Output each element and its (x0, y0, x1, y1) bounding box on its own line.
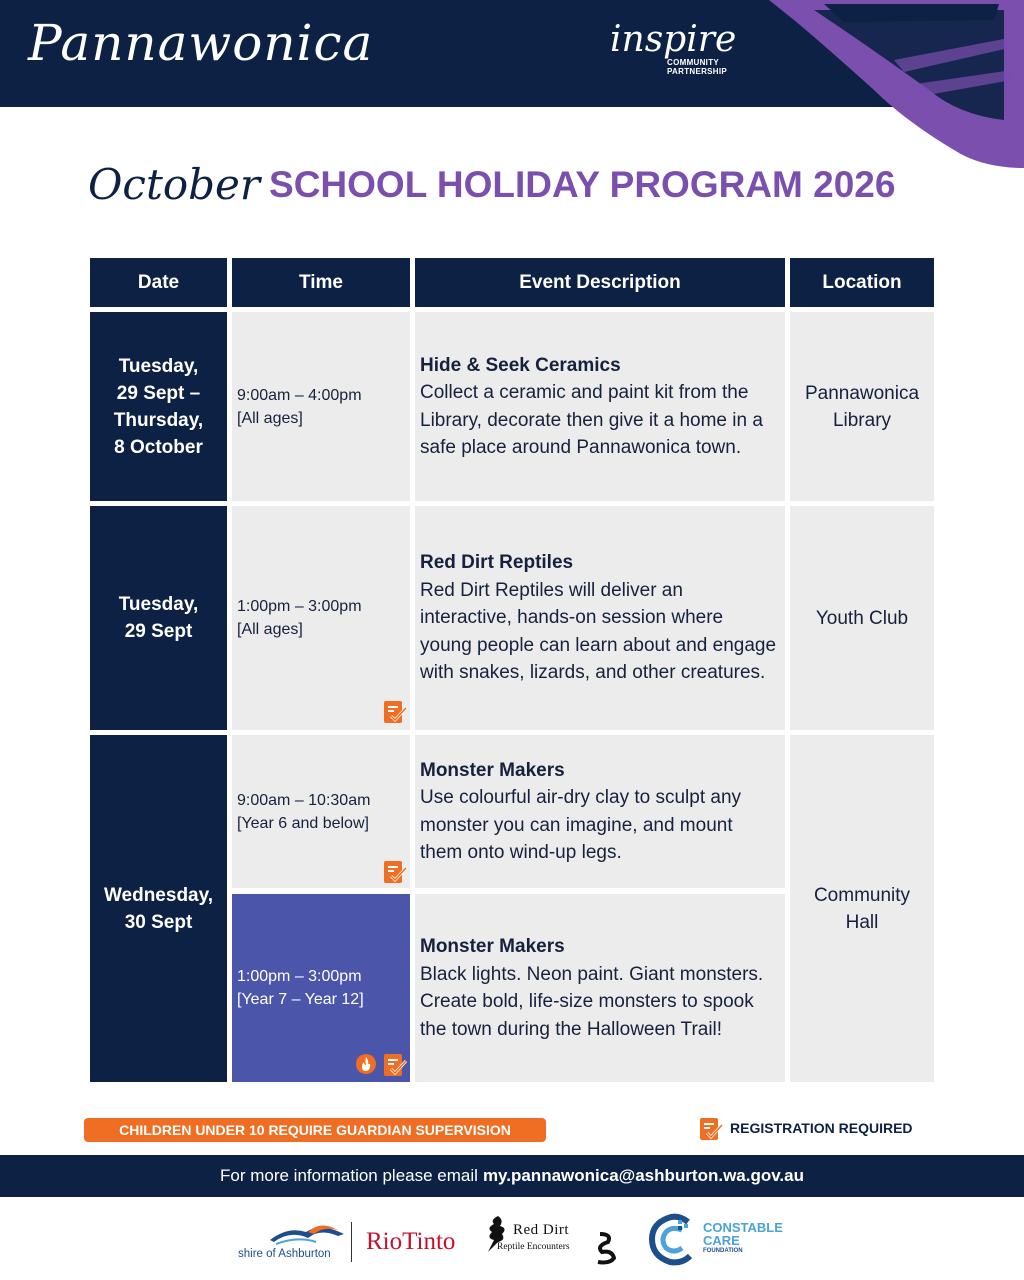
row3-location-line: Community (813, 884, 911, 906)
constable-care-text-3: FOUNDATION (703, 1248, 743, 1254)
row1-event-title: Hide & Seek Ceramics (420, 354, 621, 376)
row3-date-line: Wednesday, (103, 884, 214, 906)
row3a-event-text: Use colourful air-dry clay to sculpt any monster you can imagine, and mount them onto wind-up legs. (420, 787, 742, 863)
row1-location-line: Pannawonica (804, 382, 920, 404)
row3a-age: [Year 6 and below] (237, 814, 369, 832)
row1-date-line: 29 Sept – (116, 382, 201, 404)
sponsor-divider (351, 1222, 352, 1262)
row2-location-line: Youth Club (815, 607, 909, 629)
row3b-event-text: Black lights. Neon paint. Giant monsters. Create bold, life-size monsters to spook the town during the Halloween Trail! (420, 963, 764, 1040)
row1-time-range: 9:00am – 4:00pm (237, 386, 362, 404)
row3b-event (415, 894, 785, 1082)
row3-location (790, 735, 934, 1082)
snake-icon (590, 1230, 620, 1266)
row1-time (232, 312, 410, 501)
row3b-event-title: Monster Makers (420, 936, 565, 957)
row2-age: [All ages] (237, 621, 303, 638)
row3b-age: [Year 7 – Year 12] (237, 991, 364, 1008)
row2-location (790, 506, 934, 730)
inspire-sub-2: PARTNERSHIP (667, 67, 728, 76)
constable-care-text-2: CARE (703, 1233, 740, 1248)
row3b-time-range: 1:00pm – 3:00pm (237, 968, 362, 985)
clipboard-check-icon (383, 700, 407, 724)
row3a-event-title: Monster Makers (420, 759, 565, 781)
header-date: Date (90, 258, 227, 307)
row1-date-line: 8 October (114, 436, 203, 458)
reddirt-logo-title: Red Dirt (513, 1222, 570, 1238)
row3a-time-range: 9:00am – 10:30am (237, 791, 371, 809)
clipboard-check-icon (383, 1053, 407, 1077)
clipboard-check-icon (699, 1117, 723, 1141)
brush-stroke-decoration (754, 0, 1024, 170)
fire-badge-icon (355, 1053, 377, 1075)
ashburton-logo-icon (268, 1218, 346, 1246)
row2-date-line: Tuesday, (118, 594, 199, 615)
ashburton-text-b: Ashburton (278, 1248, 331, 1260)
row1-location (790, 312, 934, 501)
row1-event-text: Collect a ceramic and paint kit from the Library, decorate then give it a home in a safe place around Pannawonica town. (420, 382, 763, 458)
row2-time (232, 506, 410, 730)
row3a-event (415, 735, 785, 888)
row3-date-line: 30 Sept (124, 911, 193, 933)
info-bar (0, 1155, 1024, 1197)
title-month: October (88, 160, 260, 209)
row1-event (415, 312, 785, 501)
riotinto-logo: RioTinto (366, 1228, 456, 1255)
row2-event (415, 506, 785, 730)
title-main: SCHOOL HOLIDAY PROGRAM 2026 (269, 163, 896, 205)
page-title (88, 160, 895, 230)
row3-location-line: Hall (845, 911, 879, 933)
inspire-logo (610, 19, 737, 76)
clipboard-check-icon (383, 860, 407, 884)
row2-event-title: Red Dirt Reptiles (420, 552, 574, 574)
constable-care-text-1: CONSTABLE (703, 1220, 783, 1235)
header-time: Time (232, 258, 410, 307)
row2-event-text: Red Dirt Reptiles will deliver an interactive, hands-on session where young people can learn about and engage with snakes, lizards, and other creatures. (420, 579, 777, 684)
constable-care-logo-icon (648, 1212, 698, 1266)
row2-date (90, 506, 227, 730)
header-event: Event Description (415, 258, 785, 307)
inspire-sub (667, 58, 727, 76)
row1-age: [All ages] (237, 409, 303, 427)
registration-legend: REGISTRATION REQUIRED (730, 1120, 913, 1136)
row1-date (90, 312, 227, 501)
row2-time-range: 1:00pm – 3:00pm (237, 598, 362, 615)
row1-location-line: Library (832, 409, 892, 431)
ashburton-logo-text (238, 1248, 331, 1260)
row3-date (90, 735, 227, 1082)
ashburton-text-a: shire of (238, 1248, 276, 1260)
row1-date-line: Thursday, (113, 409, 204, 431)
row2-date-line: 29 Sept (124, 621, 193, 642)
info-prefix: For more information please email (219, 1166, 478, 1185)
supervision-banner: CHILDREN UNDER 10 REQUIRE GUARDIAN SUPERVISION (84, 1118, 546, 1142)
reddirt-logo-sub: Reptile Encounters (497, 1242, 570, 1252)
brand-logo: Pannawonica (28, 14, 374, 72)
contact-email-link[interactable]: my.pannawonica@ashburton.wa.gov.au (482, 1166, 804, 1185)
header-location: Location (790, 258, 934, 307)
row1-date-line: Tuesday, (118, 355, 199, 377)
inspire-word: inspire (610, 19, 737, 60)
inspire-sub-1: COMMUNITY (667, 58, 720, 67)
